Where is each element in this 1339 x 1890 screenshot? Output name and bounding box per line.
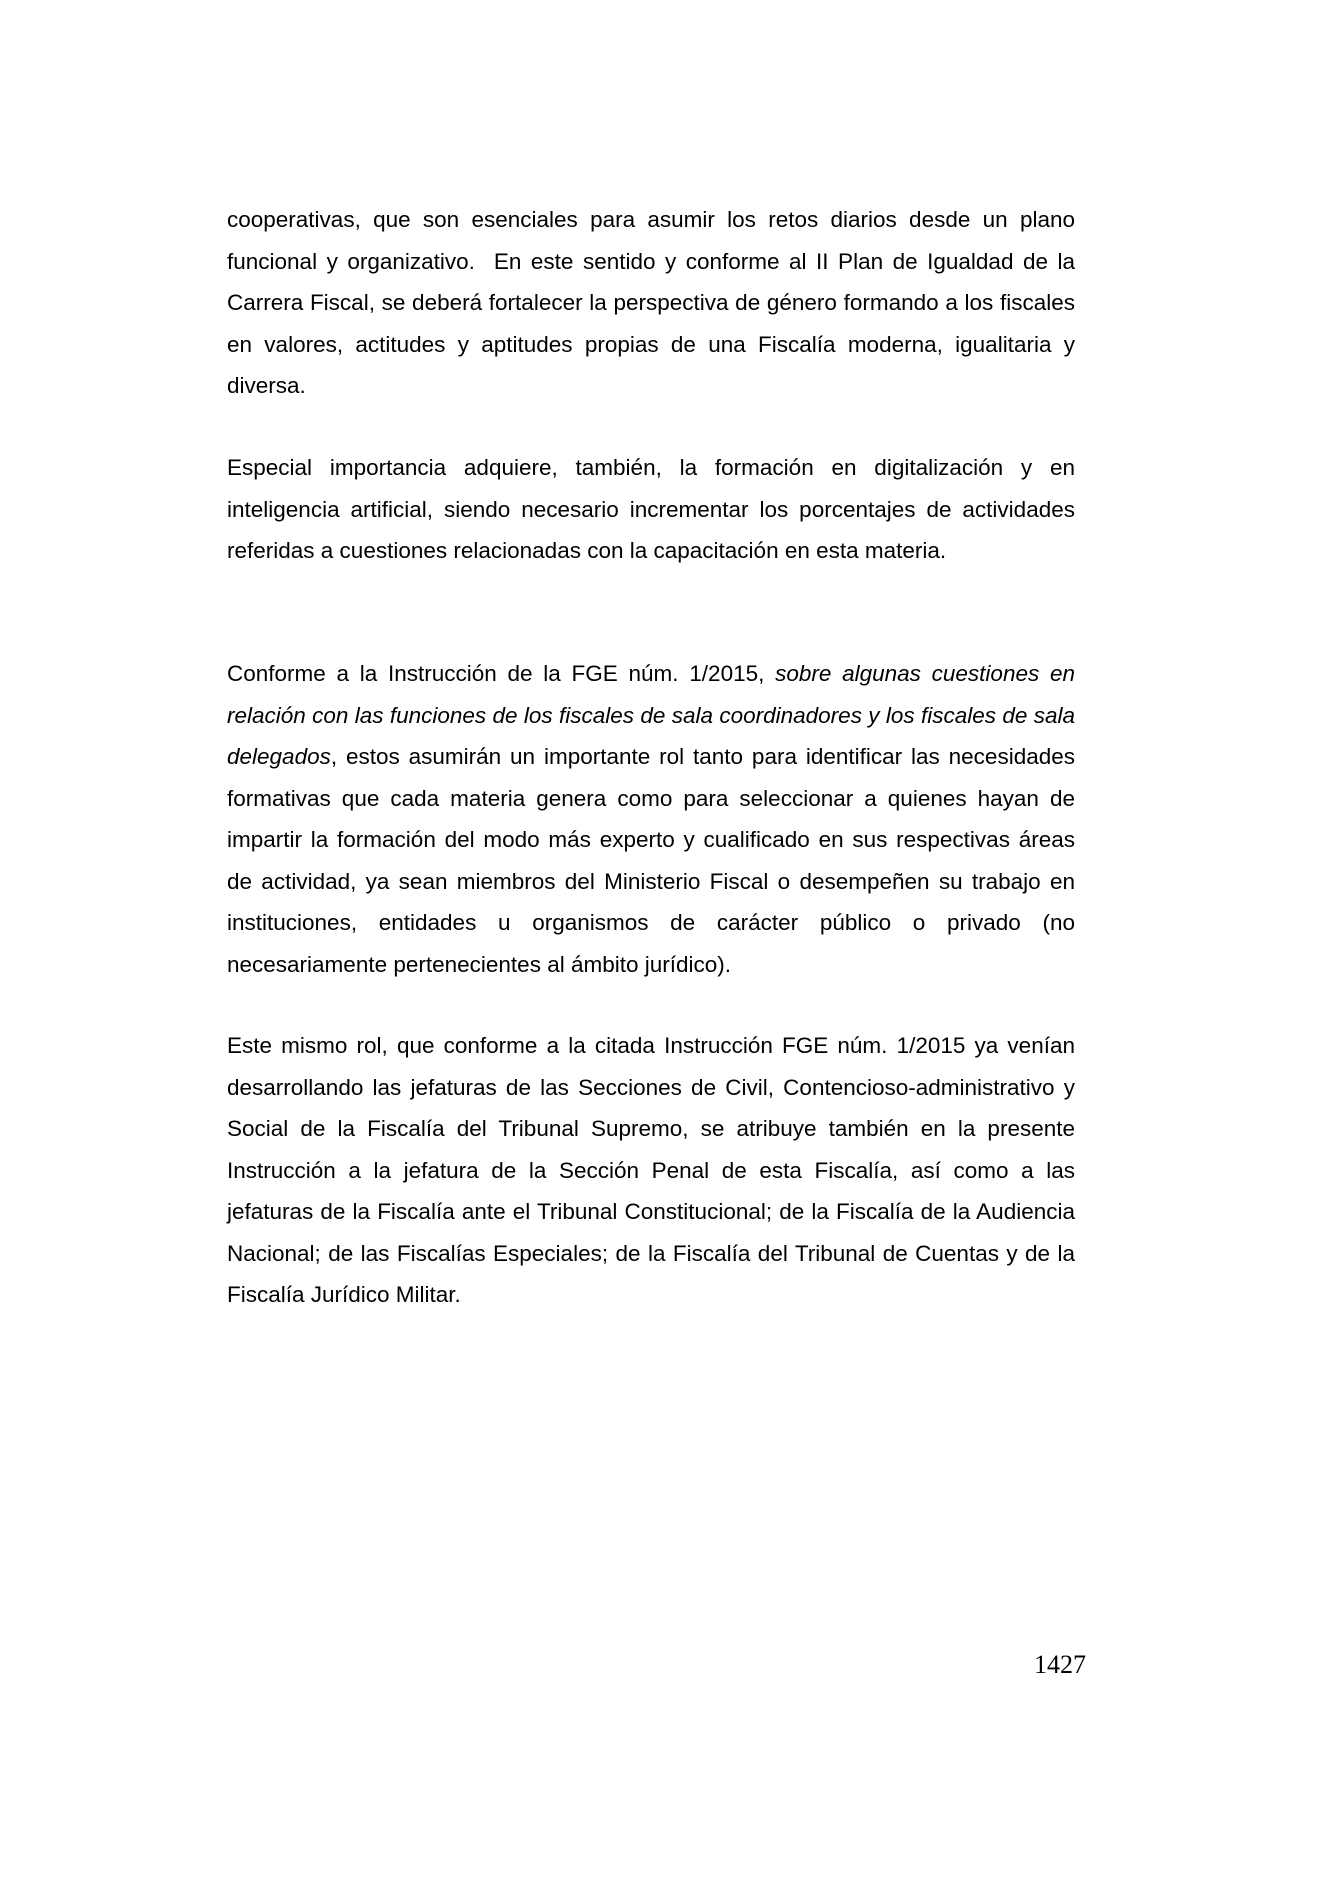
page-number: 1427	[1034, 1650, 1086, 1679]
paragraph-este-mismo-rol	[227, 1025, 1082, 1316]
paragraph-text-before: Conforme a la Instrucción de la FGE núm. 1/2015,	[227, 661, 776, 686]
paragraph-text: Especial importancia adquiere, también, la formación en digitalización y en inteligencia artificial, siendo necesario incrementar los porcentajes de actividades referidas a cuestiones relacionadas con la capacitación en esta materia.	[227, 455, 1082, 563]
paragraph-especial-importancia	[227, 447, 1082, 572]
paragraph-text: Este mismo rol, que conforme a la citada Instrucción FGE núm. 1/2015 ya venían desarrollando las jefaturas de las Secciones de Civil, Contencioso-administrativo y Social de la Fiscalía del Tribunal Supremo, se atribuye también en la presente Instrucción a la jefatura de la Sección Penal de esta Fiscalía, así como a las jefaturas de la Fiscalía ante el Tribunal Constitucional; de la Fiscalía de la Audiencia Nacional; de las Fiscalías Especiales; de la Fiscalía del Tribunal de Cuentas y de la Fiscalía Jurídico Militar.	[227, 1033, 1082, 1307]
paragraph-text: cooperativas, que son esenciales para asumir los retos diarios desde un plano funcional y organizativo. En este sentido y conforme al II Plan de Igualdad de la Carrera Fiscal, se deberá fortalecer la perspectiva de género formando a los fiscales en valores, actitudes y aptitudes propias de una Fiscalía moderna, igualitaria y diversa.	[227, 207, 1082, 398]
paragraph-cooperativas	[227, 199, 1082, 407]
instruccion-title-italic: sobre algunas cuestiones en relación con las funciones de los fiscales de sala coordinadores y los fiscales de sala delegados	[227, 661, 1075, 769]
paragraph-instruccion-fge	[227, 653, 1075, 985]
paragraph-text-after: , estos asumirán un importante rol tanto para identificar las necesidades formativas que cada materia genera como para seleccionar a quienes hayan de impartir la formación del modo más experto y cualificado en sus respectivas áreas de actividad, ya sean miembros del Ministerio Fiscal o desempeñen su trabajo en instituciones, entidades u organismos de carácter público o privado (no necesariamente pertenecientes al ámbito jurídico).	[227, 744, 1075, 977]
